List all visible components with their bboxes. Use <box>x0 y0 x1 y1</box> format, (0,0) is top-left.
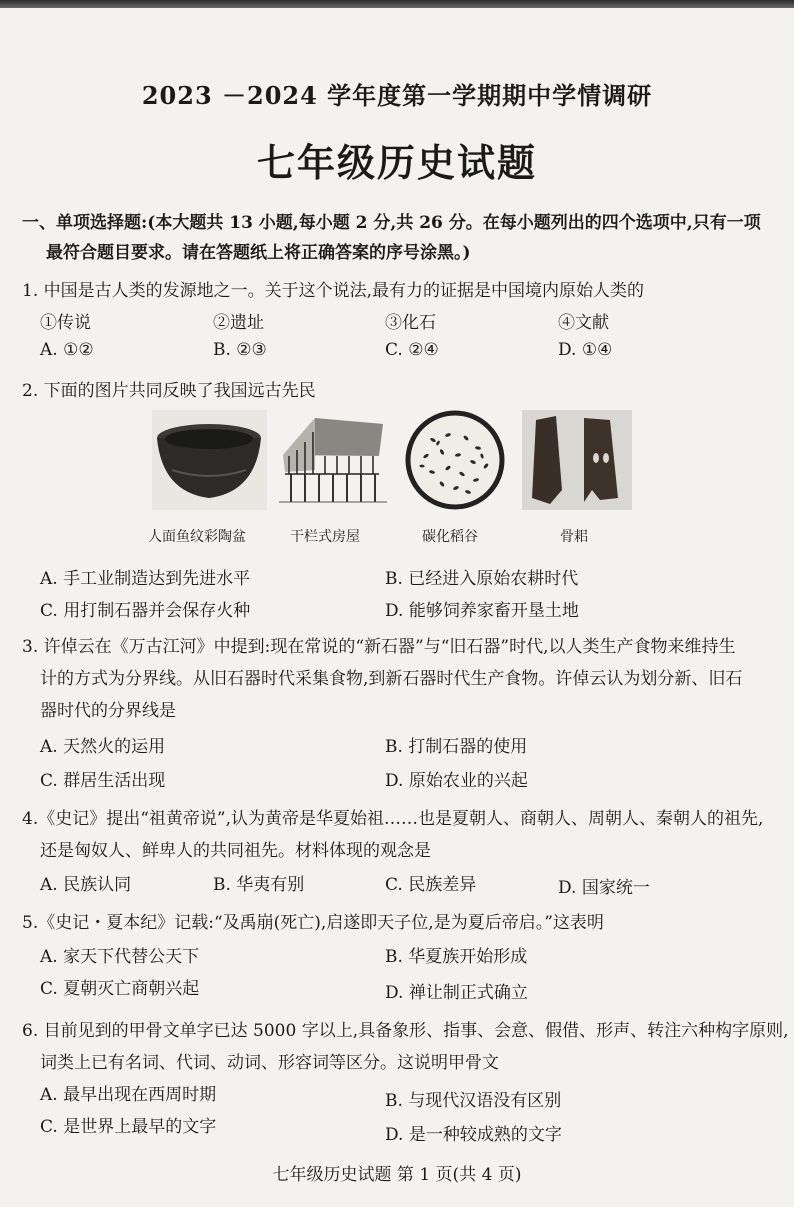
q1-option-b: B. ②③ <box>213 340 267 360</box>
carbonized-rice-image <box>398 410 513 510</box>
q4-option-c: C. 民族差异 <box>385 875 477 895</box>
exam-subject: 七年级历史试题 <box>256 140 537 185</box>
question-2-stem: 2. 下面的图片共同反映了我国远古先民 <box>22 381 316 401</box>
q5-option-c: C. 夏朝灭亡商朝兴起 <box>40 979 200 999</box>
q1-item-2: ②遗址 <box>213 313 264 333</box>
q2-option-b: B. 已经进入原始农耕时代 <box>385 569 579 589</box>
question-6-stem-line-2: 词类上已有名词、代词、动词、形容词等区分。这说明甲骨文 <box>40 1053 499 1073</box>
q2-option-d: D. 能够饲养家畜开垦土地 <box>385 601 579 621</box>
q4-option-d: D. 国家统一 <box>558 878 650 898</box>
page-footer: 七年级历史试题 第 1 页(共 4 页) <box>272 1165 522 1185</box>
section-heading: 一、单项选择题:(本大题共 13 小题,每小题 2 分,共 26 分。在每小题列出的四个选项中,只有一项 <box>22 213 761 233</box>
q6-option-c: C. 是世界上最早的文字 <box>40 1117 217 1137</box>
figure-caption-pottery: 人面鱼纹彩陶盆 <box>148 529 246 545</box>
exam-title: 2023 －2024 学年度第一学期期中学情调研 <box>141 81 653 110</box>
pottery-basin-image <box>152 410 267 510</box>
question-5-stem: 5.《史记・夏本纪》记载:“及禹崩(死亡),启遂即天子位,是为夏后帝启。”这表明 <box>22 913 604 933</box>
q3-option-b: B. 打制石器的使用 <box>385 737 528 757</box>
q5-option-a: A. 家天下代替公天下 <box>40 947 200 967</box>
figure-caption-house: 干栏式房屋 <box>290 529 360 545</box>
q4-option-a: A. 民族认同 <box>40 875 132 895</box>
stilt-house-image <box>275 410 390 510</box>
q5-option-b: B. 华夏族开始形成 <box>385 947 528 967</box>
bone-spade-image <box>522 410 632 510</box>
scan-edge <box>0 0 794 8</box>
section-instruction: 最符合题目要求。请在答题纸上将正确答案的序号涂黑。) <box>46 243 471 263</box>
q3-option-a: A. 天然火的运用 <box>40 737 166 757</box>
q1-item-1: ①传说 <box>40 313 91 333</box>
q1-option-c: C. ②④ <box>385 340 439 360</box>
question-6-stem-line-1: 6. 目前见到的甲骨文单字已达 5000 字以上,具备象形、指事、会意、假借、形声、转注六种构字原则, <box>22 1021 789 1041</box>
q2-option-a: A. 手工业制造达到先进水平 <box>40 569 251 589</box>
q1-item-3: ③化石 <box>385 313 436 333</box>
question-3-stem-line-1: 3. 许倬云在《万古江河》中提到:现在常说的“新石器”与“旧石器”时代,以人类生产食物来维持生 <box>22 637 736 657</box>
figure-caption-spade: 骨耜 <box>560 529 588 545</box>
question-4-stem-line-1: 4.《史记》提出“祖黄帝说”,认为黄帝是华夏始祖……也是夏朝人、商朝人、周朝人、秦朝人的祖先, <box>22 809 764 829</box>
q1-item-4: ④文献 <box>558 313 609 333</box>
q3-option-c: C. 群居生活出现 <box>40 771 166 791</box>
q1-option-d: D. ①④ <box>558 340 613 360</box>
q3-option-d: D. 原始农业的兴起 <box>385 771 528 791</box>
figure-caption-rice: 碳化稻谷 <box>422 529 478 545</box>
q6-option-d: D. 是一种较成熟的文字 <box>385 1125 562 1145</box>
question-1-stem: 1. 中国是古人类的发源地之一。关于这个说法,最有力的证据是中国境内原始人类的 <box>22 281 645 301</box>
q4-option-b: B. 华夷有别 <box>213 875 305 895</box>
question-3-stem-line-2: 计的方式为分界线。从旧石器时代采集食物,到新石器时代生产食物。许倬云认为划分新、旧石 <box>40 669 743 689</box>
question-2-figures <box>140 410 640 550</box>
q6-option-b: B. 与现代汉语没有区别 <box>385 1091 562 1111</box>
q1-option-a: A. ①② <box>40 340 94 360</box>
q5-option-d: D. 禅让制正式确立 <box>385 983 528 1003</box>
question-4-stem-line-2: 还是匈奴人、鲜卑人的共同祖先。材料体现的观念是 <box>40 841 431 861</box>
question-3-stem-line-3: 器时代的分界线是 <box>40 701 176 721</box>
q2-option-c: C. 用打制石器并会保存火种 <box>40 601 251 621</box>
q6-option-a: A. 最早出现在西周时期 <box>40 1085 217 1105</box>
